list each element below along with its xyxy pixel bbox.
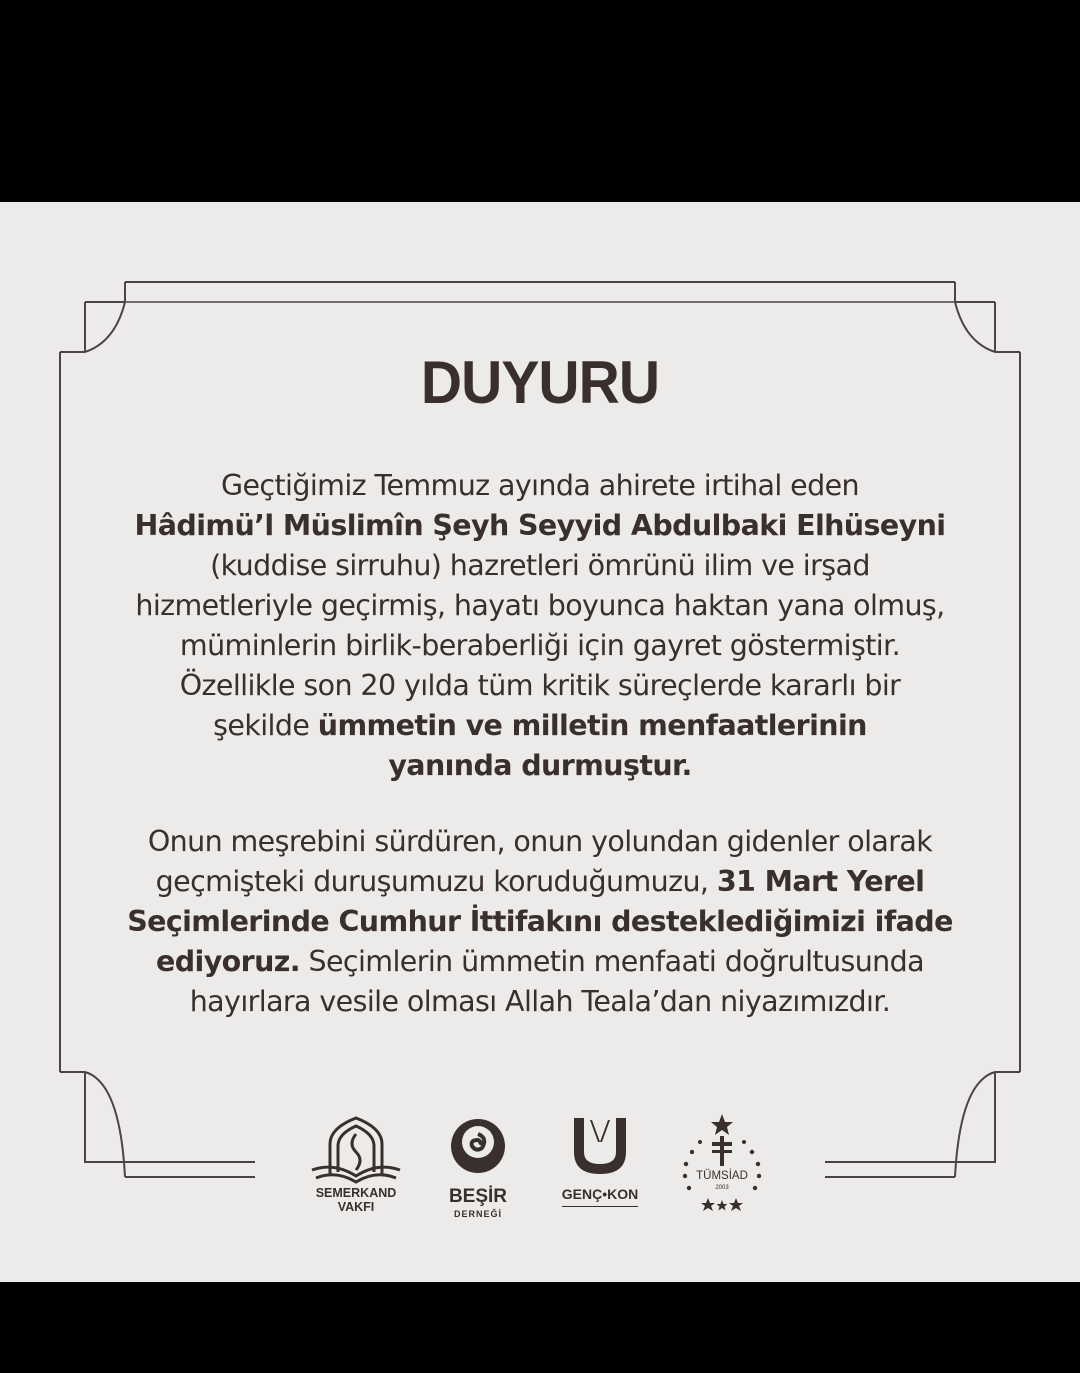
- text-line: müminlerin birlik-beraberliği için gayret göstermiştir.: [179, 629, 901, 662]
- text-line: (kuddise sirruhu) hazretleri ömrünü ilim ve irşad: [210, 549, 870, 582]
- text-line: Geçtiğimiz Temmuz ayında ahirete irtihal eden: [220, 469, 860, 502]
- text-line: geçmişteki duruşumuzu koruduğumuzu,: [155, 865, 717, 898]
- announcement-paragraph-2: [110, 822, 970, 1022]
- logo-text: GENÇ•KON: [561, 1186, 639, 1202]
- semerkand-emblem-icon: [308, 1114, 404, 1184]
- besir-emblem-icon: [442, 1116, 514, 1178]
- text-line: Özellikle son 20 yılda tüm kritik süreçlerde kararlı bir: [179, 669, 901, 702]
- sheikh-name: Hâdimü’l Müslimîn Şeyh Seyyid Abdulbaki Elhüseyni: [134, 509, 946, 542]
- logo-text: VAKFI: [337, 1200, 375, 1214]
- announcement-card: [0, 202, 1080, 1282]
- page-title: DUYURU: [420, 349, 660, 416]
- logo-text: DERNEĞİ: [453, 1209, 502, 1219]
- bold-text: ediyoruz.: [156, 945, 301, 978]
- tumsiad-stars-icon: [674, 1112, 770, 1212]
- genc-kon-logo: [556, 1112, 644, 1222]
- genc-kon-emblem-icon: [556, 1112, 644, 1180]
- text-line: Onun meşrebini sürdüren, onun yolundan gidenler olarak: [147, 825, 933, 858]
- logo-text: TÜMSİAD: [696, 1170, 748, 1182]
- text-line: şekilde: [213, 709, 318, 742]
- text-line: hizmetleriyle geçirmiş, hayatı boyunca haktan yana olmuş,: [135, 589, 945, 622]
- text-line: hayırlara vesile olması Allah Teala’dan niyazımızdır.: [189, 985, 891, 1018]
- besir-dernegi-logo: [442, 1112, 514, 1222]
- logo-text: 2003: [715, 1185, 729, 1191]
- bold-text: yanında durmuştur.: [388, 749, 692, 782]
- tumsiad-logo: [674, 1112, 770, 1222]
- semerkand-vakfi-logo: [308, 1112, 404, 1222]
- logo-text: SEMERKAND: [315, 1186, 397, 1200]
- announcement-paragraph-1: [110, 466, 970, 786]
- bold-text: ümmetin ve milletin menfaatlerinin: [317, 709, 867, 742]
- decorative-divider: [562, 1206, 638, 1207]
- text-line: Seçimlerin ümmetin menfaati doğrultusunda: [300, 945, 924, 978]
- bold-text: Seçimlerinde Cumhur İttifakını desteklediğimizi ifade: [127, 905, 953, 938]
- logo-text: BEŞİR: [448, 1186, 508, 1207]
- bold-text: 31 Mart Yerel: [716, 865, 925, 898]
